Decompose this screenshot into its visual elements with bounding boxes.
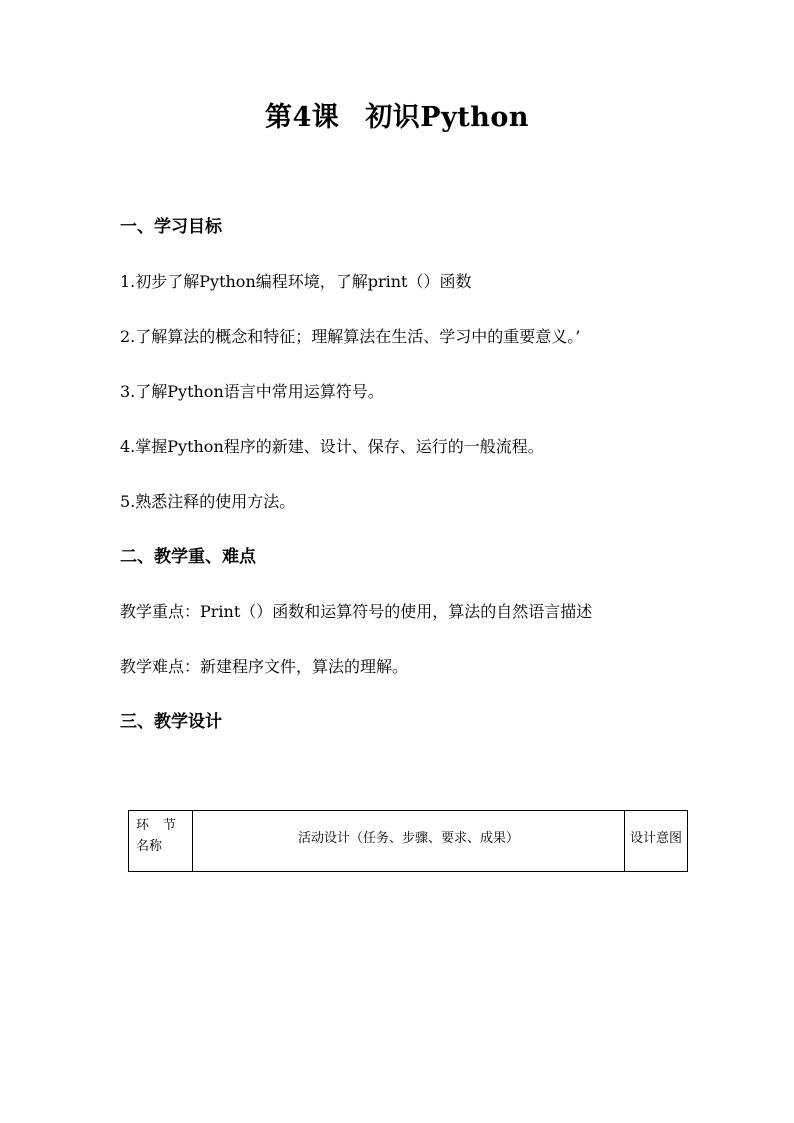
objective-item-4: 4.掌握Python程序的新建、设计、保存、运行的一般流程。: [120, 437, 544, 456]
table-header-row: [129, 811, 688, 872]
section-heading-key-points: 二、教学重、难点: [120, 547, 256, 567]
page-title: [0, 98, 794, 138]
teaching-design-table: [128, 810, 688, 872]
table-header-stage-name: [129, 811, 193, 872]
objective-item-2: 2.了解算法的概念和特征；理解算法在生活、学习中的重要意义。’: [120, 327, 581, 346]
teaching-key-points: 教学重点：Print（）函数和运算符号的使用，算法的自然语言描述: [120, 602, 593, 621]
section-heading-objectives: 一、学习目标: [120, 217, 222, 237]
table-header-activity-design: 活动设计（任务、步骤、要求、成果）: [193, 811, 625, 872]
lesson-topic: 初识Python: [365, 102, 530, 133]
objective-item-1: 1.初步了解Python编程环境，了解print（）函数: [120, 272, 472, 291]
section-heading-teaching-design: 三、教学设计: [120, 712, 222, 732]
objective-item-3: 3.了解Python语言中常用运算符号。: [120, 382, 384, 401]
stage-name-line-1: 环节: [136, 818, 191, 833]
teaching-difficult-points: 教学难点：新建程序文件，算法的理解。: [120, 657, 409, 676]
objective-item-5: 5.熟悉注释的使用方法。: [120, 492, 296, 511]
table-header-design-intent: 设计意图: [625, 811, 688, 872]
stage-name-line-2: 名称: [136, 839, 163, 854]
lesson-number: 第4课: [264, 102, 340, 133]
